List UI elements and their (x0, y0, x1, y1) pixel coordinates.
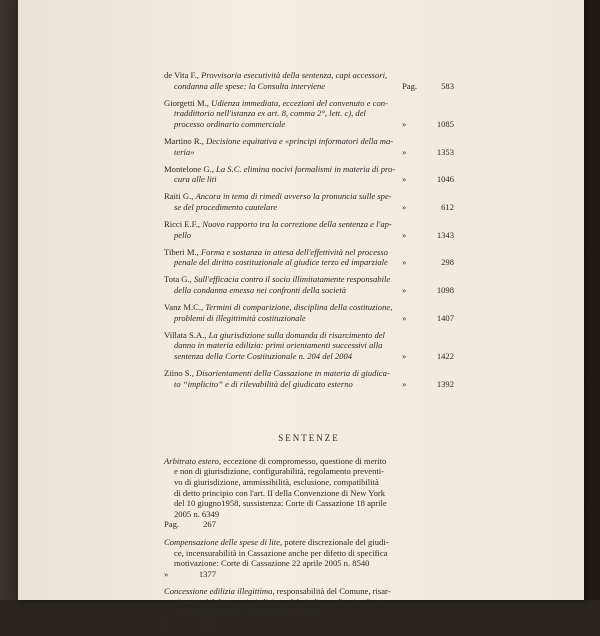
sentenza-entry-line (164, 537, 392, 548)
page-number: 1407 (436, 312, 454, 323)
author-index-list (164, 70, 454, 389)
page-reference (402, 147, 454, 158)
plain-text: e non di giurisdizione, configurabilità, regolamento preventi- (174, 466, 385, 477)
plain-text: di Cassazione S.U. 7 marzo 2005 n. 4805 (174, 607, 317, 618)
page-number: 1415 (198, 618, 216, 629)
page-ref-prefix: » (402, 257, 407, 268)
index-entry (164, 70, 454, 91)
index-entry (164, 368, 454, 389)
plain-text: Ziino S., (164, 368, 196, 379)
page-ref-prefix: » (402, 350, 407, 361)
page-ref-prefix: Pag. (402, 80, 418, 91)
italic-text: se del procedimento cautelare (174, 201, 278, 212)
index-entry (164, 219, 454, 240)
page-reference (402, 285, 454, 296)
plain-text: motivazione: Corte di Cassazione 22 aprile 2005 n. 8540 (174, 558, 370, 569)
index-entry-line (164, 202, 392, 213)
page-content (164, 70, 454, 636)
index-entry-line (164, 119, 392, 130)
page-ref-prefix: » (402, 312, 407, 323)
page-reference (402, 174, 454, 185)
italic-text: della condanna emessa nei confronti della società (174, 285, 347, 295)
page-reference (402, 202, 454, 213)
plain-text: , eccezione di compromesso, questione di merito (218, 455, 387, 466)
index-entry-line (164, 285, 392, 296)
page-number: 1046 (436, 174, 454, 185)
plain-text: del 10 giugno1958, sussistenza: Corte di Cassazione 18 aprile (174, 498, 387, 509)
italic-text: Forma e sostanza in attesa dell'effettività nel processo (200, 246, 388, 257)
page-number: 298 (441, 257, 454, 268)
index-entry-line (164, 274, 392, 285)
plain-text: Raiti G., (164, 191, 196, 202)
page-ref-prefix: » (164, 618, 169, 629)
sentenza-entry-line (164, 586, 392, 597)
index-entry-line (164, 219, 392, 230)
page-reference (164, 618, 216, 628)
sentenza-entry (164, 586, 454, 628)
italic-text: La giurisdizione sulla domanda di risarcimento del (208, 329, 385, 340)
index-entry (164, 191, 454, 212)
plain-text: Tiberi M., (164, 246, 201, 257)
plain-text: Vanz M.C., (164, 302, 206, 313)
index-entry-line (164, 81, 392, 92)
page-ref-prefix: » (402, 378, 407, 389)
index-entry-line (164, 191, 392, 202)
index-entry-line (164, 230, 392, 241)
page-number: 1098 (436, 285, 454, 295)
sentenza-entry-line (164, 488, 392, 499)
plain-text: ce, incensurabilità in Cassazione anche per difetto di specifica (174, 547, 388, 558)
sentenza-entry-line (164, 597, 392, 608)
index-entry-line (164, 163, 396, 175)
index-entry (164, 136, 454, 157)
index-entry-line (164, 70, 392, 81)
plain-text: Tota G., (164, 274, 194, 285)
index-entry-line (164, 247, 392, 258)
page-number: 1353 (436, 146, 454, 157)
page-reference (402, 351, 454, 362)
index-entry-line (164, 108, 392, 119)
italic-text: Concessione edilizia illegittima (164, 586, 273, 597)
page-ref-prefix: » (402, 174, 407, 185)
page-ref-prefix: » (402, 146, 407, 157)
italic-text: Decisione equitativa e «principi informatori della ma- (206, 135, 394, 146)
page-ref-prefix: » (402, 201, 407, 212)
sentenza-entry (164, 456, 454, 530)
page-number: 583 (441, 80, 454, 91)
plain-text: Ricci E.F., (164, 219, 203, 230)
page-number: 1343 (436, 229, 454, 240)
italic-text: danno in materia edilizia: primi orientamenti successivi alla (174, 340, 383, 351)
page-ref-prefix: » (402, 118, 407, 129)
plain-text: Giorgetti M., (164, 97, 212, 108)
sentenza-entry-line (164, 548, 392, 559)
index-entry (164, 98, 454, 130)
index-entry-line (164, 98, 392, 109)
index-entry-line (164, 379, 392, 390)
plain-text: di detto principio con l'art. II della Convenzione di New York (174, 487, 386, 498)
italic-text: Termini di comparizione, disciplina della costituzione, (205, 302, 393, 313)
sentenza-entry-line (164, 608, 392, 619)
sentenza-entry-line (164, 477, 392, 488)
page-reference (402, 379, 454, 390)
plain-text: Villata S.A., (164, 329, 209, 340)
page-ref-prefix: » (402, 229, 407, 240)
italic-text: Disorientamenti della Cassazione in materia di giudica- (196, 368, 390, 379)
page-number: 1085 (436, 118, 454, 129)
italic-text: teria» (174, 146, 195, 157)
index-entry (164, 302, 454, 323)
page-ref-prefix: » (402, 285, 407, 295)
sentenza-entry-line (164, 558, 392, 569)
italic-text: to “implicito” e di rilevabilità del giudicato esterno (174, 378, 353, 389)
sentenza-entry-line (164, 456, 392, 467)
sentenza-entry (164, 537, 454, 579)
italic-text: problemi di illegittimità costituzionale (174, 312, 306, 323)
index-entry (164, 247, 454, 268)
italic-text: pello (174, 229, 192, 240)
italic-text: Nuovo rapporto tra la correzione della sentenza e l'ap- (202, 219, 392, 230)
plain-text: Martino R., (164, 135, 207, 146)
page-ref-prefix: » (164, 568, 169, 579)
italic-text: condanna alle spese: la Consulta interviene (174, 80, 326, 91)
book-page (18, 0, 584, 629)
page-reference (164, 519, 216, 529)
page-ref-prefix: Pag. (164, 519, 180, 530)
sentenze-list (164, 456, 454, 629)
plain-text: 2005 n. 6349 (174, 508, 220, 519)
index-entry-line (164, 174, 392, 185)
index-entry (164, 274, 454, 295)
page-number: 612 (441, 201, 454, 212)
index-entry-line (164, 340, 392, 351)
sentenza-entry-line (164, 509, 392, 520)
index-entry-line (164, 351, 392, 362)
index-entry-line (164, 147, 392, 158)
page-reference (402, 257, 454, 268)
page-number: 267 (203, 519, 216, 530)
index-entry-line (164, 257, 392, 268)
italic-text: Udienza immediata, eccezioni del convenuto e con- (211, 97, 388, 108)
plain-text: vo di giurisdizione, ammissibilità, esclusione, compatibilità (174, 477, 379, 488)
page-number: 1377 (198, 568, 216, 579)
italic-text: sentenza della Corte Costituzionale n. 204 del 2004 (174, 350, 353, 361)
italic-text: La S.C. elimina nocivi formalismi in materia di pro- (216, 163, 396, 174)
index-entry (164, 164, 454, 185)
page-reference (164, 569, 216, 579)
italic-text: Sull'efficacia contro il socio illimitatamente responsabile (193, 274, 391, 285)
page-reference (402, 230, 454, 241)
index-entry-line (164, 368, 392, 379)
index-entry (164, 330, 454, 362)
section-title: SENTENZE (278, 433, 340, 444)
page-number: 1422 (436, 350, 454, 361)
index-entry-line (164, 313, 392, 324)
page-reference (402, 313, 454, 324)
plain-text: , responsabilità del Comune, risar- (272, 586, 391, 597)
page-number: 1392 (436, 378, 454, 389)
plain-text: , potere discrezionale del giudi- (280, 537, 389, 547)
plain-text: de Vita F., (164, 70, 202, 80)
italic-text: processo ordinario commerciale (174, 118, 286, 129)
index-entry-line (164, 136, 392, 147)
italic-text: cura alle liti (174, 174, 217, 185)
plain-text: cimento del danno, giurisdizione del giudice ordinario: Corte (174, 596, 385, 607)
italic-text: penale del diritto costituzionale al giudice terzo ed imparziale (174, 257, 388, 268)
sentenza-entry-line (164, 466, 392, 477)
sentenza-entry-line (164, 498, 392, 509)
index-entry-line (164, 330, 392, 341)
page-reference (402, 81, 454, 92)
index-entry-line (164, 302, 392, 313)
page-reference (402, 119, 454, 130)
italic-text: Provvisoria esecutività della sentenza, capi accessori, (201, 70, 388, 80)
italic-text: Compensazione delle spese di lite (164, 537, 280, 547)
plain-text: Montelone G., (164, 163, 217, 174)
italic-text: Arbitrato estero (164, 455, 219, 466)
italic-text: traddittorio nell'istanza ex art. 8, comma 2°, lett. c), del (174, 108, 366, 119)
italic-text: Ancora in tema di rimedi avverso la pronuncia sulle spe- (195, 191, 392, 202)
